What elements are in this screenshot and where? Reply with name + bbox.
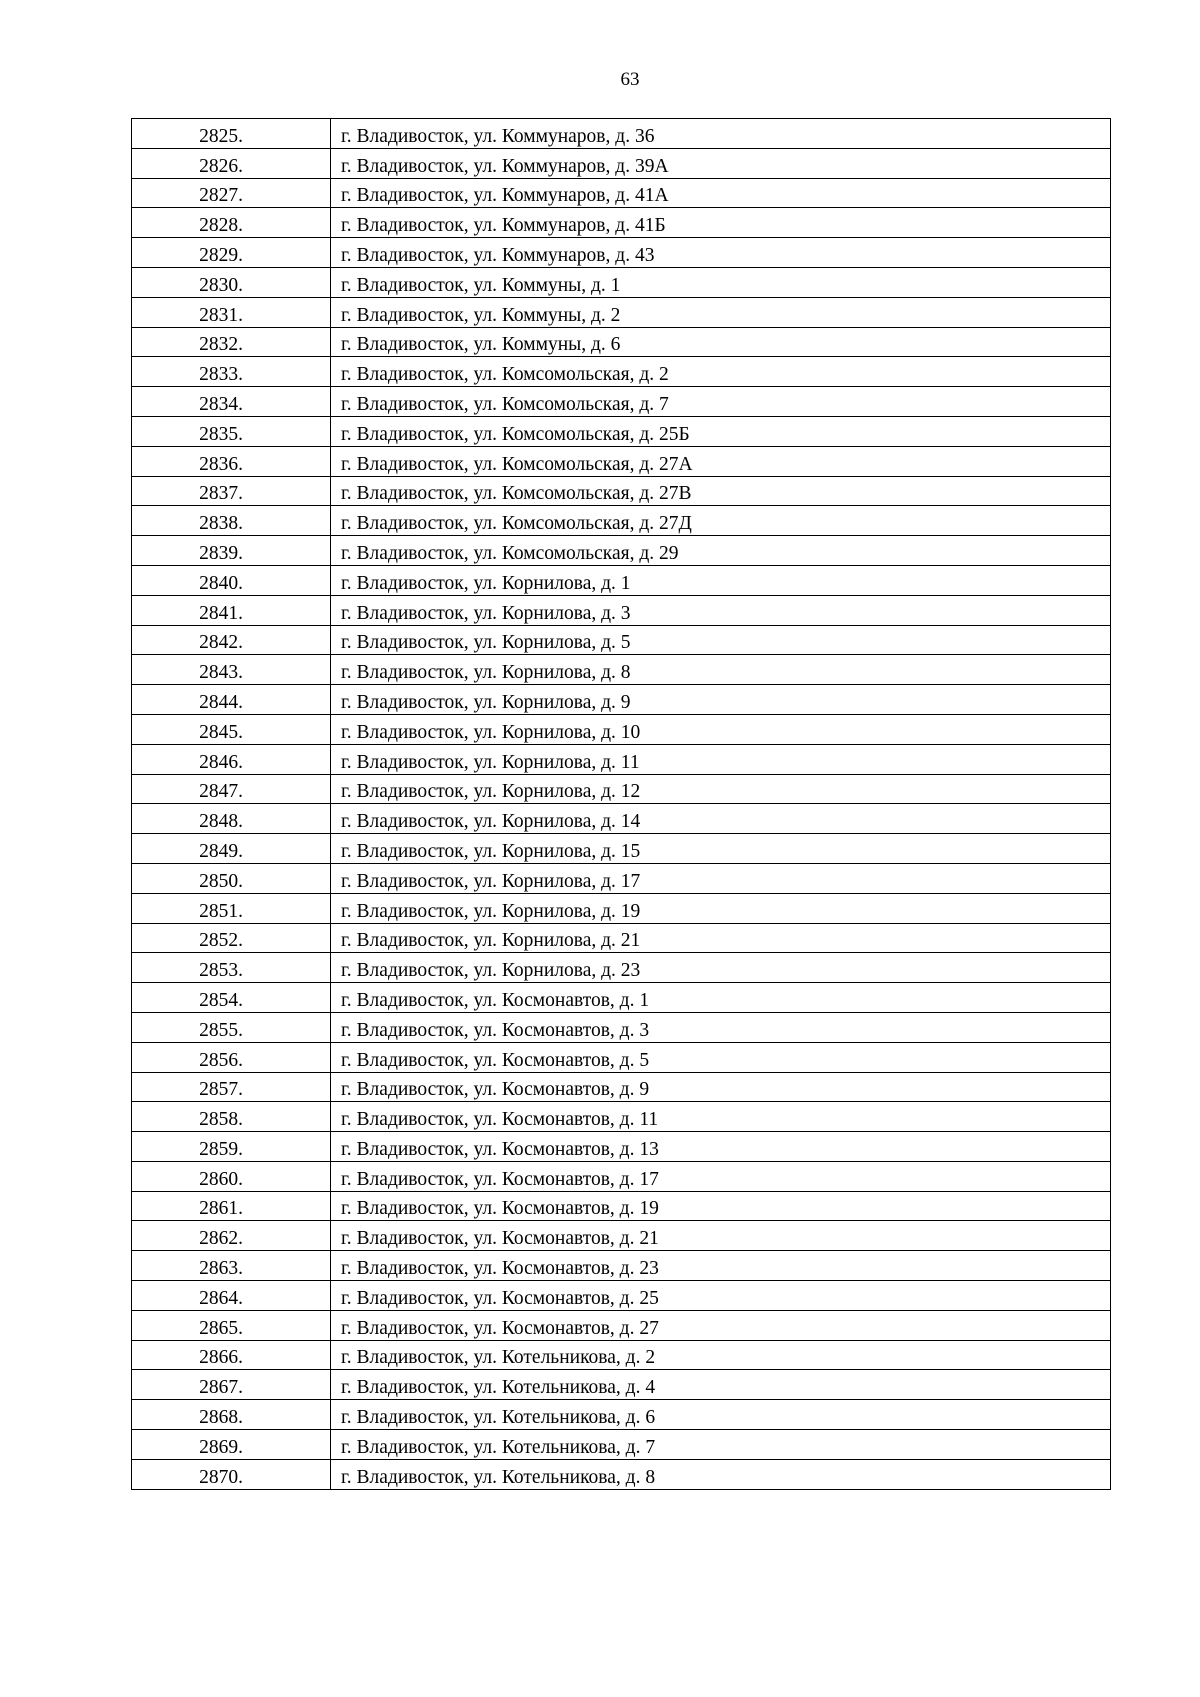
row-number: 2865.	[199, 1317, 243, 1339]
row-number: 2849.	[199, 840, 243, 862]
row-number: 2858.	[199, 1109, 243, 1131]
row-number-cell	[132, 416, 331, 446]
table-row	[132, 327, 1111, 357]
address-cell	[331, 119, 1111, 149]
row-number: 2841.	[199, 602, 243, 624]
address-cell	[331, 506, 1111, 536]
address-text: г. Владивосток, ул. Корнилова, д. 21	[341, 930, 641, 952]
address-text: г. Владивосток, ул. Космонавтов, д. 13	[341, 1138, 659, 1160]
table-row	[132, 148, 1111, 178]
table-row	[132, 774, 1111, 804]
row-number-cell	[132, 446, 331, 476]
address-cell	[331, 148, 1111, 178]
row-number-cell	[132, 357, 331, 387]
row-number-cell	[132, 714, 331, 744]
address-cell	[331, 893, 1111, 923]
row-number: 2863.	[199, 1258, 243, 1280]
row-number: 2848.	[199, 811, 243, 833]
table-row	[132, 655, 1111, 685]
table-row	[132, 1221, 1111, 1251]
address-text: г. Владивосток, ул. Космонавтов, д. 25	[341, 1287, 659, 1309]
address-cell	[331, 685, 1111, 715]
row-number: 2860.	[199, 1168, 243, 1190]
address-cell	[331, 983, 1111, 1013]
address-text: г. Владивосток, ул. Космонавтов, д. 3	[341, 1019, 650, 1041]
row-number: 2853.	[199, 960, 243, 982]
row-number: 2862.	[199, 1228, 243, 1250]
address-text: г. Владивосток, ул. Коммуны, д. 6	[341, 334, 621, 356]
row-number-cell	[132, 1310, 331, 1340]
table-row	[132, 119, 1111, 149]
row-number-cell	[132, 595, 331, 625]
address-cell	[331, 1251, 1111, 1281]
row-number-cell	[132, 327, 331, 357]
address-text: г. Владивосток, ул. Коммунаров, д. 41Б	[341, 215, 666, 237]
address-text: г. Владивосток, ул. Корнилова, д. 3	[341, 602, 631, 624]
address-cell	[331, 1132, 1111, 1162]
address-text: г. Владивосток, ул. Комсомольская, д. 2	[341, 364, 669, 386]
address-text: г. Владивосток, ул. Корнилова, д. 1	[341, 572, 631, 594]
address-cell	[331, 923, 1111, 953]
address-text: г. Владивосток, ул. Корнилова, д. 12	[341, 781, 641, 803]
table-row	[132, 238, 1111, 268]
row-number-cell	[132, 208, 331, 238]
address-cell	[331, 446, 1111, 476]
row-number: 2857.	[199, 1079, 243, 1101]
table-row	[132, 625, 1111, 655]
row-number-cell	[132, 1400, 331, 1430]
row-number-cell	[132, 1132, 331, 1162]
address-cell	[331, 267, 1111, 297]
address-cell	[331, 1072, 1111, 1102]
table-row	[132, 834, 1111, 864]
address-text: г. Владивосток, ул. Корнилова, д. 17	[341, 870, 641, 892]
address-cell	[331, 744, 1111, 774]
row-number: 2830.	[199, 274, 243, 296]
address-cell	[331, 953, 1111, 983]
row-number-cell	[132, 1251, 331, 1281]
address-text: г. Владивосток, ул. Коммунаров, д. 39А	[341, 155, 669, 177]
row-number-cell	[132, 267, 331, 297]
row-number-cell	[132, 804, 331, 834]
address-cell	[331, 1012, 1111, 1042]
address-text: г. Владивосток, ул. Космонавтов, д. 21	[341, 1228, 659, 1250]
row-number: 2851.	[199, 900, 243, 922]
row-number: 2861.	[199, 1198, 243, 1220]
address-text: г. Владивосток, ул. Космонавтов, д. 17	[341, 1168, 659, 1190]
address-cell	[331, 774, 1111, 804]
row-number-cell	[132, 1102, 331, 1132]
address-cell	[331, 595, 1111, 625]
address-text: г. Владивосток, ул. Космонавтов, д. 27	[341, 1317, 659, 1339]
row-number-cell	[132, 1221, 331, 1251]
address-cell	[331, 714, 1111, 744]
address-text: г. Владивосток, ул. Космонавтов, д. 19	[341, 1198, 659, 1220]
address-cell	[331, 1161, 1111, 1191]
address-cell	[331, 476, 1111, 506]
address-text: г. Владивосток, ул. Котельникова, д. 4	[341, 1377, 656, 1399]
table-row	[132, 536, 1111, 566]
table-row	[132, 863, 1111, 893]
address-text: г. Владивосток, ул. Корнилова, д. 23	[341, 960, 641, 982]
row-number-cell	[132, 744, 331, 774]
address-cell	[331, 297, 1111, 327]
table-row	[132, 1340, 1111, 1370]
row-number-cell	[132, 1161, 331, 1191]
address-text: г. Владивосток, ул. Котельникова, д. 6	[341, 1407, 656, 1429]
table-row	[132, 714, 1111, 744]
table-row	[132, 446, 1111, 476]
table-row	[132, 506, 1111, 536]
address-text: г. Владивосток, ул. Корнилова, д. 9	[341, 691, 631, 713]
row-number-cell	[132, 625, 331, 655]
row-number-cell	[132, 476, 331, 506]
row-number-cell	[132, 685, 331, 715]
row-number: 2839.	[199, 542, 243, 564]
row-number: 2831.	[199, 304, 243, 326]
address-cell	[331, 1042, 1111, 1072]
row-number: 2829.	[199, 244, 243, 266]
row-number-cell	[132, 1012, 331, 1042]
table-row	[132, 744, 1111, 774]
address-text: г. Владивосток, ул. Корнилова, д. 5	[341, 632, 631, 654]
table-row	[132, 595, 1111, 625]
address-text: г. Владивосток, ул. Корнилова, д. 15	[341, 840, 641, 862]
address-cell	[331, 1221, 1111, 1251]
address-cell	[331, 357, 1111, 387]
address-text: г. Владивосток, ул. Комсомольская, д. 7	[341, 393, 669, 415]
address-cell	[331, 1400, 1111, 1430]
address-text: г. Владивосток, ул. Котельникова, д. 2	[341, 1347, 656, 1369]
row-number: 2854.	[199, 989, 243, 1011]
address-cell	[331, 655, 1111, 685]
row-number: 2870.	[199, 1466, 243, 1488]
address-cell	[331, 1370, 1111, 1400]
table-row	[132, 476, 1111, 506]
row-number: 2864.	[199, 1287, 243, 1309]
address-cell	[331, 1430, 1111, 1460]
address-cell	[331, 416, 1111, 446]
table-row	[132, 208, 1111, 238]
row-number: 2856.	[199, 1049, 243, 1071]
address-text: г. Владивосток, ул. Корнилова, д. 10	[341, 721, 641, 743]
address-table	[131, 118, 1111, 1490]
table-row	[132, 178, 1111, 208]
table-row	[132, 685, 1111, 715]
row-number-cell	[132, 1430, 331, 1460]
table-row	[132, 923, 1111, 953]
row-number-cell	[132, 297, 331, 327]
table-row	[132, 1370, 1111, 1400]
table-row	[132, 1310, 1111, 1340]
row-number: 2837.	[199, 483, 243, 505]
row-number: 2825.	[199, 125, 243, 147]
row-number-cell	[132, 536, 331, 566]
row-number-cell	[132, 238, 331, 268]
address-cell	[331, 1281, 1111, 1311]
row-number-cell	[132, 774, 331, 804]
row-number: 2855.	[199, 1019, 243, 1041]
address-cell	[331, 327, 1111, 357]
address-text: г. Владивосток, ул. Космонавтов, д. 1	[341, 989, 650, 1011]
row-number: 2827.	[199, 185, 243, 207]
address-cell	[331, 804, 1111, 834]
table-row	[132, 267, 1111, 297]
row-number: 2840.	[199, 572, 243, 594]
address-text: г. Владивосток, ул. Комсомольская, д. 27Д	[341, 513, 692, 535]
row-number: 2852.	[199, 930, 243, 952]
row-number-cell	[132, 1459, 331, 1489]
page-number: 63	[620, 69, 640, 90]
row-number: 2866.	[199, 1347, 243, 1369]
address-cell	[331, 1102, 1111, 1132]
address-text: г. Владивосток, ул. Коммуны, д. 1	[341, 274, 621, 296]
table-row	[132, 893, 1111, 923]
row-number: 2850.	[199, 870, 243, 892]
table-row	[132, 1161, 1111, 1191]
row-number-cell	[132, 655, 331, 685]
address-text: г. Владивосток, ул. Космонавтов, д. 23	[341, 1258, 659, 1280]
address-text: г. Владивосток, ул. Корнилова, д. 19	[341, 900, 641, 922]
row-number: 2846.	[199, 751, 243, 773]
table-row	[132, 1072, 1111, 1102]
address-text: г. Владивосток, ул. Котельникова, д. 8	[341, 1466, 656, 1488]
row-number-cell	[132, 387, 331, 417]
address-text: г. Владивосток, ул. Комсомольская, д. 29	[341, 542, 679, 564]
row-number: 2869.	[199, 1436, 243, 1458]
table-row	[132, 1459, 1111, 1489]
row-number-cell	[132, 506, 331, 536]
table-row	[132, 1400, 1111, 1430]
address-cell	[331, 208, 1111, 238]
row-number: 2838.	[199, 513, 243, 535]
row-number-cell	[132, 1191, 331, 1221]
row-number: 2826.	[199, 155, 243, 177]
table-row	[132, 416, 1111, 446]
row-number: 2828.	[199, 215, 243, 237]
address-cell	[331, 1191, 1111, 1221]
address-text: г. Владивосток, ул. Комсомольская, д. 27В	[341, 483, 692, 505]
row-number-cell	[132, 1042, 331, 1072]
row-number: 2868.	[199, 1407, 243, 1429]
table-row	[132, 297, 1111, 327]
row-number: 2847.	[199, 781, 243, 803]
row-number-cell	[132, 1340, 331, 1370]
row-number-cell	[132, 178, 331, 208]
row-number-cell	[132, 953, 331, 983]
row-number-cell	[132, 834, 331, 864]
table-row	[132, 804, 1111, 834]
row-number-cell	[132, 1072, 331, 1102]
row-number-cell	[132, 1281, 331, 1311]
address-cell	[331, 863, 1111, 893]
address-text: г. Владивосток, ул. Комсомольская, д. 25Б	[341, 423, 690, 445]
address-cell	[331, 834, 1111, 864]
row-number: 2843.	[199, 662, 243, 684]
table-row	[132, 357, 1111, 387]
table-row	[132, 1042, 1111, 1072]
row-number: 2844.	[199, 691, 243, 713]
row-number-cell	[132, 565, 331, 595]
row-number: 2859.	[199, 1138, 243, 1160]
address-cell	[331, 387, 1111, 417]
table-row	[132, 1132, 1111, 1162]
table-row	[132, 565, 1111, 595]
address-text: г. Владивосток, ул. Коммуны, д. 2	[341, 304, 621, 326]
row-number: 2842.	[199, 632, 243, 654]
address-text: г. Владивосток, ул. Комсомольская, д. 27А	[341, 453, 693, 475]
address-text: г. Владивосток, ул. Корнилова, д. 11	[341, 751, 640, 773]
table-row	[132, 387, 1111, 417]
row-number-cell	[132, 1370, 331, 1400]
row-number-cell	[132, 119, 331, 149]
address-text: г. Владивосток, ул. Космонавтов, д. 5	[341, 1049, 650, 1071]
table-row	[132, 1191, 1111, 1221]
table-row	[132, 953, 1111, 983]
row-number-cell	[132, 983, 331, 1013]
address-cell	[331, 1310, 1111, 1340]
row-number-cell	[132, 148, 331, 178]
address-table-body	[132, 119, 1111, 1490]
row-number: 2833.	[199, 364, 243, 386]
address-cell	[331, 1340, 1111, 1370]
row-number: 2867.	[199, 1377, 243, 1399]
table-row	[132, 1102, 1111, 1132]
address-cell	[331, 565, 1111, 595]
address-text: г. Владивосток, ул. Корнилова, д. 14	[341, 811, 641, 833]
table-row	[132, 983, 1111, 1013]
address-cell	[331, 1459, 1111, 1489]
address-cell	[331, 625, 1111, 655]
address-cell	[331, 536, 1111, 566]
table-row	[132, 1430, 1111, 1460]
table-row	[132, 1281, 1111, 1311]
row-number-cell	[132, 893, 331, 923]
address-text: г. Владивосток, ул. Котельникова, д. 7	[341, 1436, 656, 1458]
row-number: 2835.	[199, 423, 243, 445]
table-row	[132, 1012, 1111, 1042]
address-cell	[331, 178, 1111, 208]
row-number: 2832.	[199, 334, 243, 356]
row-number: 2845.	[199, 721, 243, 743]
table-row	[132, 1251, 1111, 1281]
row-number-cell	[132, 863, 331, 893]
address-text: г. Владивосток, ул. Коммунаров, д. 41А	[341, 185, 669, 207]
address-text: г. Владивосток, ул. Космонавтов, д. 11	[341, 1109, 659, 1131]
address-cell	[331, 238, 1111, 268]
row-number: 2834.	[199, 393, 243, 415]
address-text: г. Владивосток, ул. Корнилова, д. 8	[341, 662, 631, 684]
row-number: 2836.	[199, 453, 243, 475]
address-text: г. Владивосток, ул. Коммунаров, д. 36	[341, 125, 655, 147]
address-text: г. Владивосток, ул. Космонавтов, д. 9	[341, 1079, 650, 1101]
row-number-cell	[132, 923, 331, 953]
address-text: г. Владивосток, ул. Коммунаров, д. 43	[341, 244, 655, 266]
